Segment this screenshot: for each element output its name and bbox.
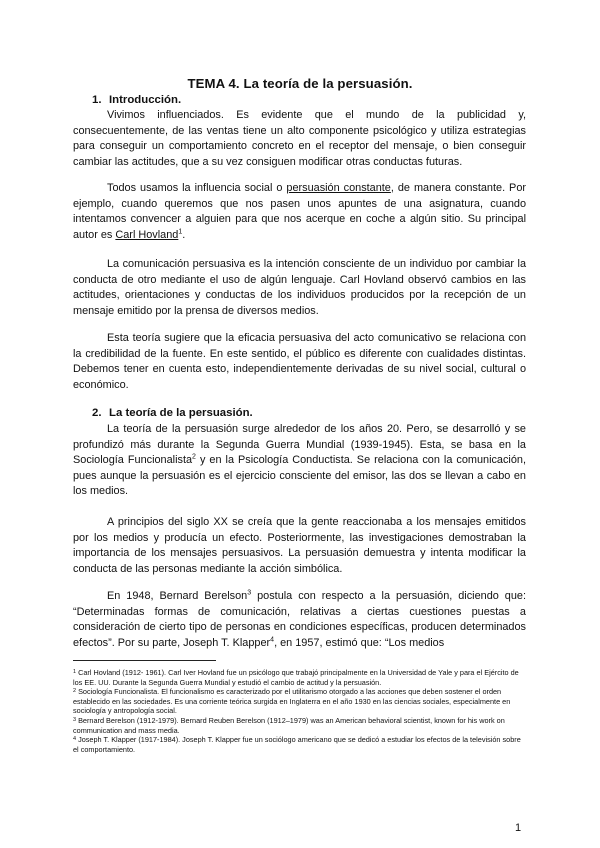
page-title: TEMA 4. La teoría de la persuasión. [187, 76, 413, 91]
footnote-ref[interactable]: 2 [192, 453, 196, 461]
section-heading-introduccion [92, 94, 181, 106]
paragraph: La comunicación persuasiva es la intención consciente de un individuo por cambiar la conducta de otro mediante el uso de algún lenguaje. Carl Hovland observó cambios en las actitudes, orientaciones y conductas de los individuos producidos por la recepción de un mensaje emitido por la prensa de diversos medios. [73, 258, 526, 317]
section-title: La teoría de la persuasión. [109, 407, 253, 419]
paragraph: Vivimos influenciados. Es evidente que el mundo de la publicidad y, consecuentemente, de las ventas tiene un alto componente psicológico y utiliza estrategias para conseguir un comportamiento concreto en el receptor del mensaje, o bien conseguir cambiar las actitudes, que a su vez consiguen modificar otras conductas futuras. [73, 109, 526, 168]
paragraph: Esta teoría sugiere que la eficacia persuasiva del acto comunicativo se relaciona con la credibilidad de la fuente. En este sentido, el público es diferente con cualidades distintas. Debemos tener en cuenta esto, independientemente derivadas de su nivel social, cultural o económico. [73, 332, 526, 391]
footnote-separator [73, 660, 216, 661]
section-heading-teoria [92, 407, 253, 419]
footnote: $^4$ Joseph T. Klapper (1917-1984). Joseph T. Klapper fue un sociólogo americano que se dedicó a estudiar los efectos de la televisión sobre el comportamiento. [73, 735, 521, 754]
footnote: $^3$ Bernard Berelson (1912-1979). Bernard Reuben Berelson (1912–1979) was an American behavioral scientist, known for his work on communication and mass media. [73, 715, 505, 735]
footnotes [73, 668, 526, 754]
link-carl-hovland[interactable]: Carl Hovland [115, 228, 179, 241]
paragraph: A principios del siglo XX se creía que la gente reaccionaba a los mensajes emitidos por los medios y producía un efecto. Posteriormente, las investigaciones demostraban la importancia de los mensajes persuasivos. La persuasión demuestra y intenta modificar la conducta de las personas mediante la acción simbólica. [73, 516, 526, 575]
footnote: $^2$ Sociología Funcionalista. El funcionalismo es caracterizado por el utilitarismo otorgado a las acciones que deben sostener el orden establecido en las sociedades. Es una corriente teórica surgida en Inglaterra en el año 1930 en las ciencias sociales, especialmente en sociología y antropología social. [73, 687, 511, 716]
footnote-ref[interactable]: 1 [178, 228, 183, 236]
section-number: 1. [92, 94, 102, 106]
paragraph: Todos usamos la influencia social o persuasión constante, de manera constante. Por ejemplo, cuando queremos que nos pasen unos apuntes de una asignatura, cuando intentamos convencer a alguien para que nos acerque en coche a algún sitio. Su principal autor es Carl Hovland$^1$. [73, 182, 527, 241]
footnote-ref[interactable]: 3 [247, 589, 252, 597]
section-title: Introducción. [109, 94, 182, 106]
paragraph: En 1948, Bernard Berelson$^3$ postula con respecto a la persuasión, diciendo que: “Determinadas formas de comunicación, relativas a ciertas cuestiones puestas a consideración de cierto tipo de personas en condiciones específicas, producen determinados efectos”. Por su parte, Joseph T. Klapper$^4$, en 1957, estimó que: “Los medios [73, 589, 526, 649]
footnote: $^1$ Carl Hovland (1912- 1961). Carl Iver Hovland fue un psicólogo que trabajó principalmente en la Universidad de Yale y para el Ejército de los EE. UU. Durante la Segunda Guerra Mundial y estudió el cambio de actitud y la persuasión. [73, 668, 519, 687]
link-persuasion-constante[interactable]: persuasión constante [286, 182, 391, 194]
footnote-ref[interactable]: 4 [270, 636, 275, 644]
page-number: 1 [515, 822, 522, 834]
section-number: 2. [92, 407, 102, 419]
paragraph: La teoría de la persuasión surge alrededor de los años 20. Pero, se desarrolló y se profundizó más durante la Segunda Guerra Mundial (1939-1945). Esta, se basa en la Sociología Funcionalista$^2$ y en la Psicología Conductista. Se relaciona con la comunicación, pues aunque la persuasión es el ejercicio consciente del emisor, las dos se llevan a cabo en los medios. [73, 423, 526, 498]
